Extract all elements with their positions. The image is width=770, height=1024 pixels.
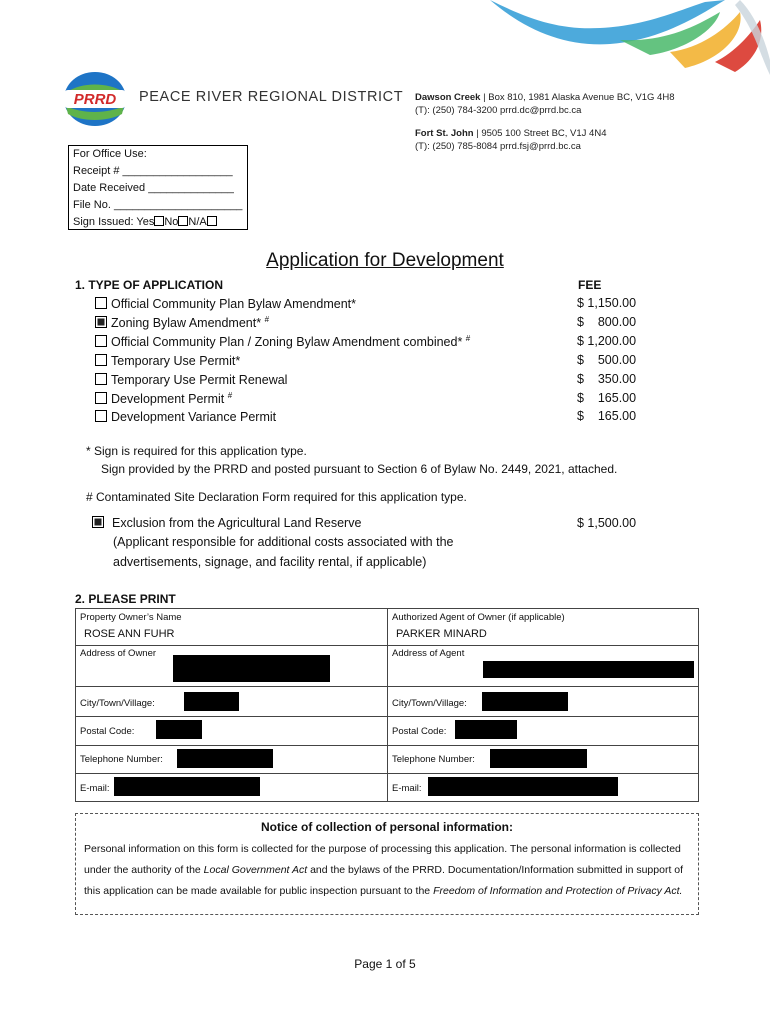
- agent-address-field[interactable]: [483, 661, 694, 678]
- owner-city-field[interactable]: [184, 692, 239, 711]
- fort-st-john-name: Fort St. John: [415, 128, 474, 139]
- agent-name-field[interactable]: PARKER MINARD: [396, 628, 487, 640]
- fee-heading: FEE: [578, 278, 602, 292]
- agent-email-field[interactable]: [428, 777, 618, 796]
- privacy-notice-line1: Personal information on this form is collected for the purpose of processing this application. The personal information is collected: [84, 843, 681, 855]
- application-type-footnote-mark: #: [465, 334, 471, 343]
- agent-city-label: City/Town/Village:: [392, 698, 467, 709]
- foippa-act: Freedom of Information and Protection of Privacy Act.: [433, 885, 683, 897]
- fort-st-john-address: [415, 127, 607, 153]
- application-type-checkbox[interactable]: [95, 316, 107, 328]
- application-type-item: [95, 353, 240, 368]
- section2-heading: 2. PLEASE PRINT: [75, 592, 176, 606]
- sign-issued-label: Sign Issued: Yes: [73, 216, 155, 228]
- application-type-item: [95, 372, 287, 387]
- application-type-item: [95, 409, 276, 424]
- agent-email-label: E-mail:: [392, 783, 422, 794]
- agent-city-field[interactable]: [482, 692, 568, 711]
- fort-st-john-contact: (T): (250) 785-8084 prrd.fsj@prrd.bc.ca: [415, 141, 581, 152]
- application-type-footnote-mark: #: [264, 315, 270, 324]
- privacy-notice-line2c: and the bylaws of the PRRD. Documentation/Information submitted in support of: [307, 864, 684, 876]
- alr-exclusion-item: [92, 516, 361, 530]
- agent-postal-field[interactable]: [455, 720, 517, 739]
- application-type-fee: $ 1,200.00: [577, 334, 637, 348]
- privacy-notice: [75, 813, 699, 915]
- sign-no-label: No: [164, 216, 179, 228]
- alr-note-line1: (Applicant responsible for additional costs associated with the: [113, 535, 454, 549]
- application-type-label: Temporary Use Permit Renewal: [111, 373, 288, 388]
- sign-issued-line: [73, 214, 243, 231]
- owner-email-label: E-mail:: [80, 783, 110, 794]
- agent-name-label: Authorized Agent of Owner (if applicable): [392, 612, 565, 623]
- dawson-creek-name: Dawson Creek: [415, 92, 481, 103]
- application-type-fee: $ 165.00: [577, 391, 637, 405]
- office-use-title: For Office Use:: [73, 148, 147, 160]
- fort-st-john-street: | 9505 100 Street BC, V1J 4N4: [473, 128, 607, 139]
- agent-address-label: Address of Agent: [392, 648, 465, 659]
- owner-city-label: City/Town/Village:: [80, 698, 155, 709]
- application-type-label: Temporary Use Permit*: [111, 354, 241, 369]
- owner-address-field[interactable]: [173, 655, 330, 682]
- owner-phone-field[interactable]: [177, 749, 273, 768]
- sign-note-detail: Sign provided by the PRRD and posted pursuant to Section 6 of Bylaw No. 2449, 2021, attached.: [101, 462, 618, 476]
- file-no-line: File No. _____________________: [73, 199, 243, 211]
- sign-na-checkbox[interactable]: [207, 216, 217, 226]
- privacy-notice-line3a: this application can be made available for public inspection pursuant to the: [84, 885, 434, 897]
- sign-no-checkbox[interactable]: [178, 216, 188, 226]
- owner-name-field[interactable]: ROSE ANN FUHR: [84, 628, 175, 640]
- privacy-notice-line2a: under the authority of the: [84, 864, 204, 876]
- sign-na-label: N/A: [188, 216, 207, 228]
- owner-email-field[interactable]: [114, 777, 260, 796]
- application-type-fee: $ 500.00: [577, 353, 637, 367]
- dawson-creek-address: [415, 91, 675, 117]
- application-type-checkbox[interactable]: [95, 392, 107, 404]
- prrd-logo: [62, 70, 128, 128]
- page-number: Page 1 of 5: [354, 957, 416, 971]
- application-type-checkbox[interactable]: [95, 373, 107, 385]
- application-type-item: [95, 391, 232, 406]
- logo-text: PRRD: [73, 91, 117, 108]
- application-type-label: Zoning Bylaw Amendment*: [111, 316, 265, 331]
- owner-name-label: Property Owner’s Name: [80, 612, 182, 623]
- section1-heading: 1. TYPE OF APPLICATION: [75, 278, 224, 292]
- alr-exclusion-checkbox[interactable]: [92, 516, 104, 528]
- application-type-item: [95, 315, 269, 330]
- privacy-notice-body: [84, 839, 694, 902]
- application-type-fee: $ 800.00: [577, 315, 637, 329]
- agent-postal-label: Postal Code:: [392, 726, 447, 737]
- privacy-notice-title: Notice of collection of personal information:: [260, 820, 513, 834]
- sign-yes-checkbox[interactable]: [154, 216, 164, 226]
- applicant-info-table: [75, 608, 699, 802]
- application-type-fee: $ 350.00: [577, 372, 637, 386]
- alr-exclusion-fee: $ 1,500.00: [577, 516, 637, 530]
- application-type-checkbox[interactable]: [95, 354, 107, 366]
- dawson-creek-contact: (T): (250) 784-3200 prrd.dc@prrd.bc.ca: [415, 105, 582, 116]
- alr-note-line2: advertisements, signage, and facility rental, if applicable): [113, 555, 427, 569]
- owner-postal-field[interactable]: [156, 720, 202, 739]
- alr-exclusion-label: Exclusion from the Agricultural Land Reserve: [112, 516, 362, 530]
- application-type-fee: $ 165.00: [577, 409, 637, 423]
- application-type-checkbox[interactable]: [95, 335, 107, 347]
- application-type-fee: $ 1,150.00: [577, 296, 637, 310]
- application-type-checkbox[interactable]: [95, 297, 107, 309]
- district-name: PEACE RIVER REGIONAL DISTRICT: [139, 89, 404, 105]
- dawson-creek-street: | Box 810, 1981 Alaska Avenue BC, V1G 4H8: [480, 92, 675, 103]
- decorative-ribbon: [470, 0, 770, 75]
- receipt-line: Receipt # __________________: [73, 165, 233, 177]
- application-type-label: Development Variance Permit: [111, 410, 277, 425]
- application-type-footnote-mark: #: [227, 391, 233, 400]
- application-type-label: Development Permit: [111, 392, 228, 407]
- sign-note: * Sign is required for this application type.: [86, 444, 307, 458]
- office-use-box: [68, 145, 248, 230]
- owner-address-label: Address of Owner: [80, 648, 157, 659]
- local-government-act: Local Government Act: [203, 864, 308, 876]
- application-type-item: [95, 334, 470, 349]
- application-type-label: Official Community Plan / Zoning Bylaw Amendment combined*: [111, 335, 466, 350]
- application-type-item: [95, 296, 356, 311]
- date-received-line: Date Received ______________: [73, 182, 234, 194]
- agent-phone-field[interactable]: [490, 749, 587, 768]
- owner-postal-label: Postal Code:: [80, 726, 135, 737]
- contaminated-site-note: # Contaminated Site Declaration Form required for this application type.: [86, 490, 467, 504]
- agent-phone-label: Telephone Number:: [392, 754, 475, 765]
- application-type-label: Official Community Plan Bylaw Amendment*: [111, 297, 357, 312]
- application-type-checkbox[interactable]: [95, 410, 107, 422]
- owner-phone-label: Telephone Number:: [80, 754, 163, 765]
- page-title: Application for Development: [266, 250, 504, 271]
